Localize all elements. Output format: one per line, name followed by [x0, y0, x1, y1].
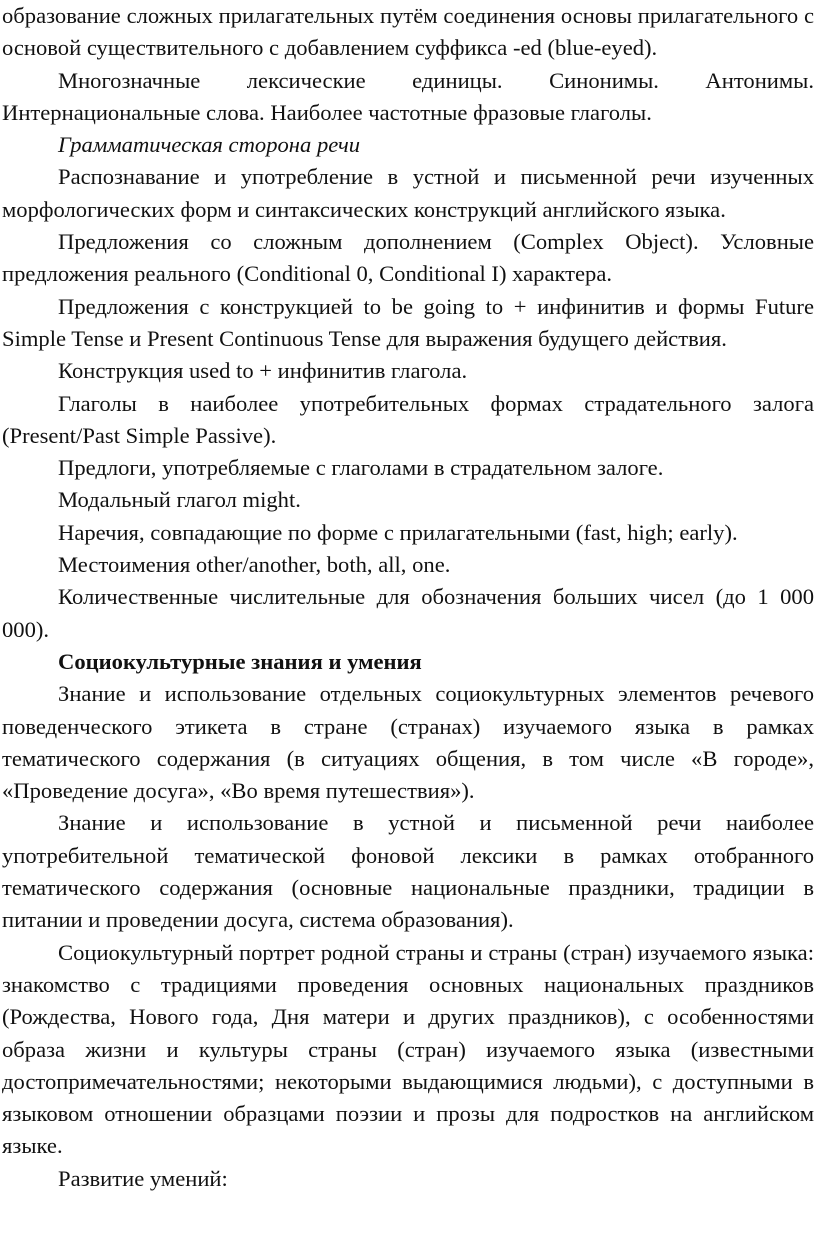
- paragraph-passive-voice: Глаголы в наиболее употребительных формах страдательного залога (Present/Past Simple Passive).: [2, 390, 814, 448]
- paragraph-lexical-units: Многозначные лексические единицы. Синонимы. Антонимы. Интернациональные слова. Наиболее частотные фразовые глаголы.: [2, 67, 814, 125]
- paragraph-used-to: Конструкция used to + инфинитив глагола.: [58, 358, 468, 384]
- paragraph-pronouns: Местоимения other/another, both, all, one.: [58, 552, 451, 578]
- paragraph-going-to: Предложения с конструкцией to be going to + инфинитив и формы Future Simple Tense и Present Continuous Tense для выражения будущего действия.: [2, 293, 814, 351]
- paragraph-grammar-recognition: Распознавание и употребление в устной и письменной речи изученных морфологических форм и синтаксических конструкций английского языка.: [2, 164, 814, 222]
- paragraph-prepositions: Предлоги, употребляемые с глаголами в страдательном залоге.: [58, 455, 664, 481]
- paragraph-skills-development: Развитие умений:: [58, 1165, 228, 1191]
- paragraph-compound-adjectives: образование сложных прилагательных путём соединения основы прилагательного с основой существительного с добавлением суффикса -ed (blue-eyed).: [2, 3, 814, 61]
- heading-sociocultural: Социокультурные знания и умения: [58, 648, 422, 674]
- paragraph-complex-object: Предложения со сложным дополнением (Complex Object). Условные предложения реального (Conditional 0, Conditional I) характера.: [2, 229, 814, 287]
- paragraph-etiquette: Знание и использование отдельных социокультурных элементов речевого поведенческого этикета в стране (странах) изучаемого языка в рамках тематического содержания (в ситуациях общения, в том числе «В городе», «Проведение досуга», «Во время путешествия»).: [2, 681, 814, 804]
- paragraph-sociocultural-portrait: Социокультурный портрет родной страны и страны (стран) изучаемого языка: знакомство с традициями проведения основных национальных праздников (Рождества, Нового года, Дня матери и других праздников), с особенностями образа жизни и культуры страны (стран) изучаемого языка (известными достопримечательностями; некоторыми выдающимися людьми), с доступными в языковом отношении образцами поэзии и прозы для подростков на английском языке.: [2, 939, 814, 1159]
- paragraph-modal-might: Модальный глагол might.: [58, 487, 301, 513]
- subheading-grammar: Грамматическая сторона речи: [58, 132, 361, 158]
- paragraph-background-lexicon: Знание и использование в устной и письменной речи наиболее употребительной тематической фоновой лексики в рамках отобранного тематического содержания (основные национальные праздники, традиции в питании и проведении досуга, система образования).: [2, 810, 814, 933]
- paragraph-numerals: Количественные числительные для обозначения больших чисел (до 1 000 000).: [2, 584, 814, 642]
- paragraph-adverbs: Наречия, совпадающие по форме с прилагательными (fast, high; early).: [58, 519, 738, 545]
